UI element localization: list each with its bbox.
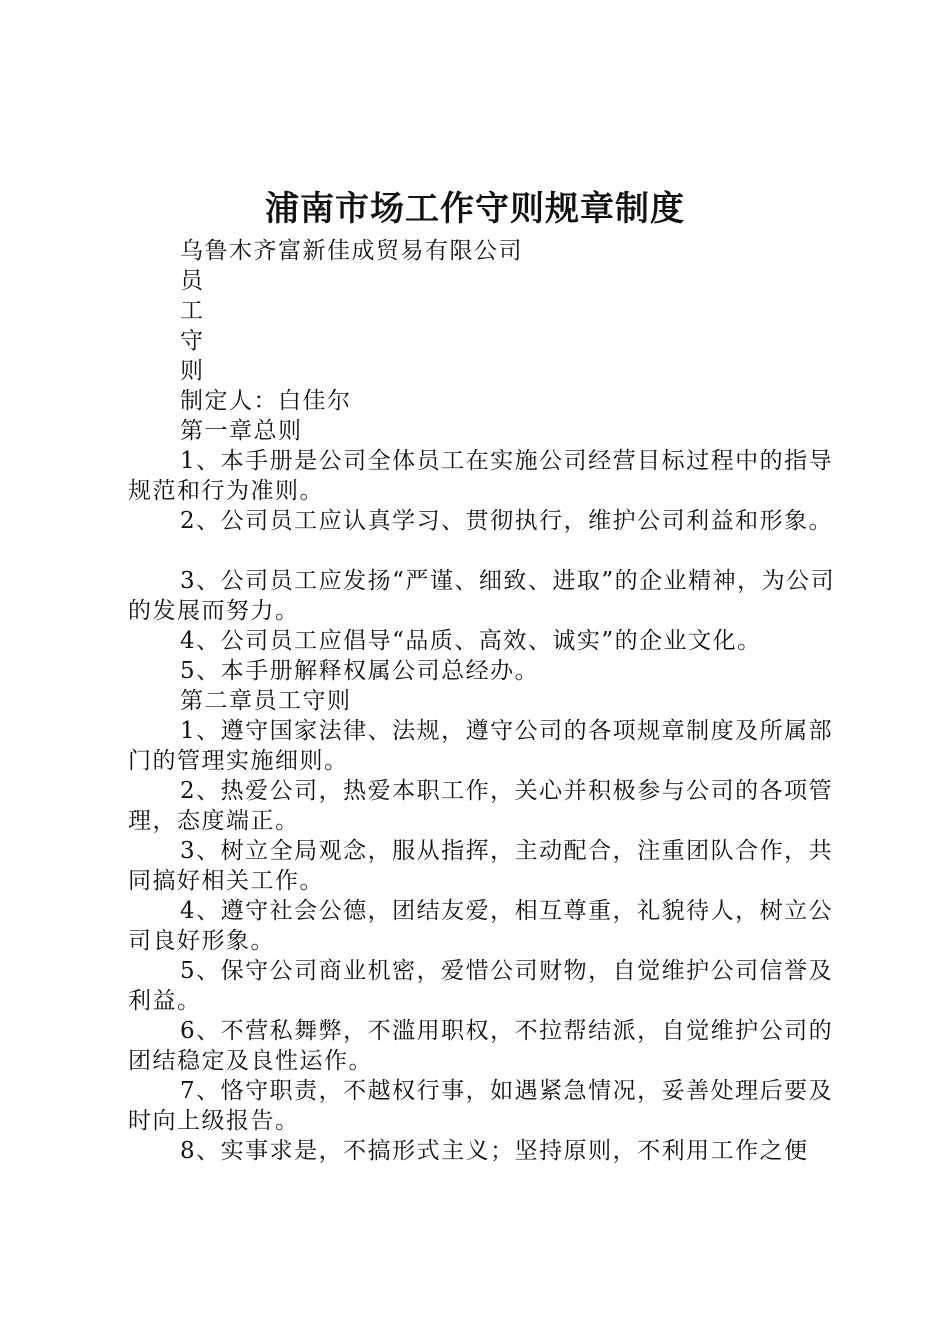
chapter2-item: 2、热爱公司，热爱本职工作，关心并积极参与公司的各项管理，态度端正。 <box>128 778 834 834</box>
chapter-heading: 第二章员工守则 <box>180 688 352 714</box>
chapter2-item: 3、树立全局观念，服从指挥，主动配合，注重团队合作，共同搞好相关工作。 <box>128 838 834 894</box>
chapter1-item: 1、本手册是公司全体员工在实施公司经营目标过程中的指导规范和行为准则。 <box>128 448 834 504</box>
chapter2-item: 5、保守公司商业机密，爱惜公司财物，自觉维护公司信誉及利益。 <box>128 958 834 1014</box>
chapter2-item: 4、遵守社会公德，团结友爱，相互尊重，礼貌待人，树立公司良好形象。 <box>128 898 834 954</box>
chapter1-item: 4、公司员工应倡导“品质、高效、诚实”的企业文化。 <box>180 628 762 654</box>
chapter-heading: 第一章总则 <box>180 418 303 444</box>
vertical-title-char: 员 <box>180 268 205 294</box>
vertical-title-char: 则 <box>180 358 205 384</box>
chapter2-item: 8、实事求是，不搞形式主义；坚持原则，不利用工作之便 <box>180 1138 809 1164</box>
chapter2-item: 7、恪守职责，不越权行事，如遇紧急情况，妥善处理后要及时向上级报告。 <box>128 1078 834 1134</box>
chapter1-item: 3、公司员工应发扬“严谨、细致、进取”的企业精神，为公司的发展而努力。 <box>128 568 836 624</box>
company-name: 乌鲁木齐富新佳成贸易有限公司 <box>180 238 523 264</box>
chapter2-item: 1、遵守国家法律、法规，遵守公司的各项规章制度及所属部门的管理实施细则。 <box>128 718 834 774</box>
document-body <box>128 236 848 1166</box>
vertical-title-char: 工 <box>180 298 205 324</box>
blank-line <box>128 536 848 566</box>
chapter1-item: 2、公司员工应认真学习、贯彻执行，维护公司利益和形象。 <box>180 508 834 534</box>
document-title: 浦南市场工作守则规章制度 <box>265 189 685 229</box>
vertical-title-char: 守 <box>180 328 205 354</box>
chapter1-item: 5、本手册解释权属公司总经办。 <box>180 658 540 684</box>
chapter2-item: 6、不营私舞弊，不滥用职权，不拉帮结派，自觉维护公司的团结稳定及良性运作。 <box>128 1018 834 1074</box>
author-line: 制定人：白佳尔 <box>180 388 352 414</box>
